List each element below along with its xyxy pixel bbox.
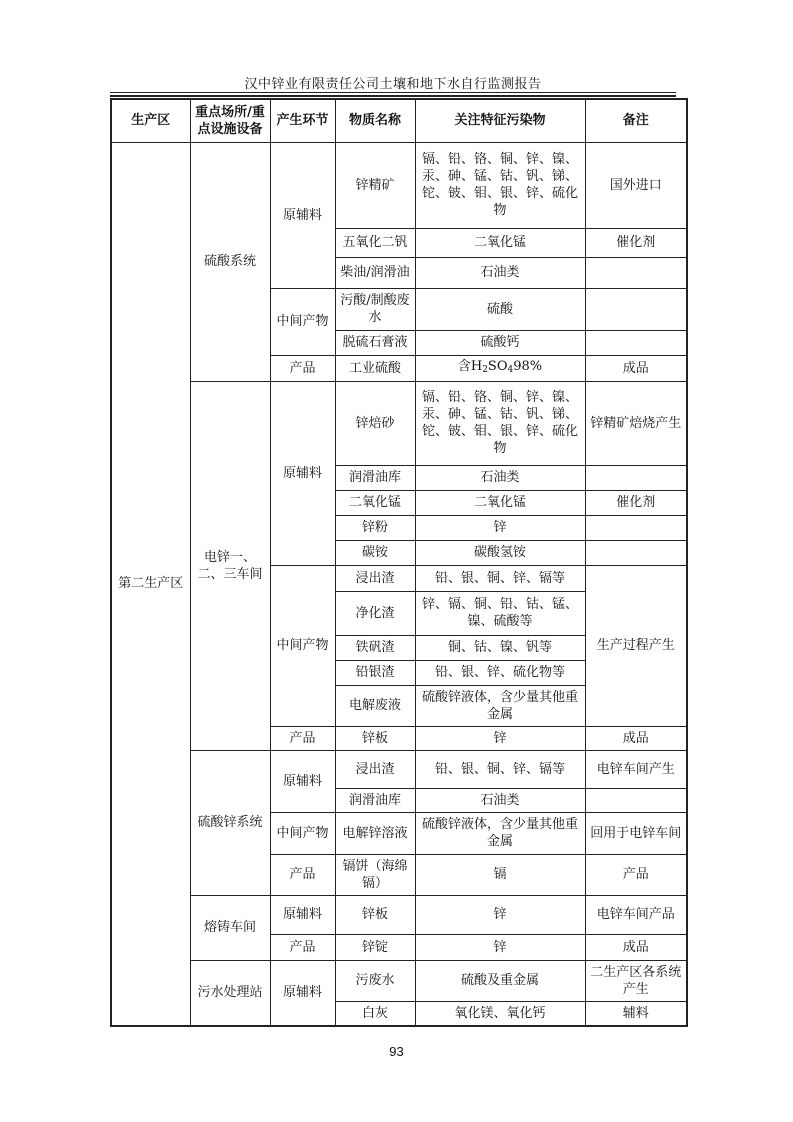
material-cell: 柴油/润滑油	[335, 257, 415, 288]
document-header-title: 汉中锌业有限责任公司土壤和地下水自行监测报告	[244, 77, 542, 92]
col-header-pollutant: 关注特征污染物	[415, 99, 585, 142]
table-row	[111, 960, 687, 1001]
pollutant-cell	[415, 355, 585, 381]
pollutant-cell: 氧化镁、氧化钙	[415, 1001, 585, 1026]
note-cell: 二生产区各系统产生	[585, 960, 687, 1001]
note-cell	[585, 540, 687, 565]
material-cell: 电解废液	[335, 685, 415, 726]
note-cell: 生产过程产生	[585, 565, 687, 726]
note-cell: 电锌车间产生	[585, 750, 687, 788]
formula-sub-2: 4	[507, 364, 514, 375]
pollutant-cell: 硫酸	[415, 288, 585, 330]
pollutant-cell: 锌、镉、铜、铅、钴、锰、镍、硫酸等	[415, 591, 585, 635]
pollutant-cell: 硫酸及重金属	[415, 960, 585, 1001]
material-cell: 污废水	[335, 960, 415, 1001]
stage-cell: 产品	[270, 854, 335, 895]
facility-cell: 硫酸系统	[190, 142, 270, 381]
note-cell: 辅料	[585, 1001, 687, 1026]
note-cell: 电锌车间产品	[585, 895, 687, 934]
stage-cell: 中间产物	[270, 565, 335, 726]
pollutant-cell: 二氧化锰	[415, 228, 585, 257]
note-cell: 催化剂	[585, 228, 687, 257]
col-header-facility: 重点场所/重点设施设备	[190, 99, 270, 142]
material-cell: 铁矾渣	[335, 635, 415, 660]
stage-cell: 产品	[270, 934, 335, 960]
pollutant-cell: 硫酸钙	[415, 330, 585, 355]
table-row	[111, 895, 687, 934]
table-row	[111, 142, 687, 228]
formula-mid: SO	[487, 358, 508, 374]
note-cell: 产品	[585, 854, 687, 895]
stage-cell: 原辅料	[270, 381, 335, 565]
note-cell	[585, 465, 687, 490]
header-rule-thin	[110, 92, 676, 93]
pollutant-cell: 镉、铅、铬、铜、锌、镍、汞、砷、锰、钴、钒、锑、铊、铍、钼、银、锌、硫化物	[415, 142, 585, 228]
table-row	[111, 381, 687, 465]
pollutant-table	[110, 98, 688, 1027]
note-cell	[585, 515, 687, 540]
pollutant-cell: 铅、银、铜、锌、镉等	[415, 565, 585, 591]
note-cell: 成品	[585, 934, 687, 960]
note-cell: 回用于电锌车间	[585, 812, 687, 854]
material-cell: 五氧化二钒	[335, 228, 415, 257]
stage-cell: 原辅料	[270, 895, 335, 934]
stage-cell: 原辅料	[270, 142, 335, 288]
note-cell	[585, 788, 687, 812]
note-cell	[585, 288, 687, 330]
formula-sub-1: 2	[482, 364, 488, 375]
material-cell: 脱硫石膏液	[335, 330, 415, 355]
facility-cell: 电锌一、二、三车间	[190, 381, 270, 750]
material-cell: 净化渣	[335, 591, 415, 635]
table-row	[111, 750, 687, 788]
formula-prefix: 含H	[457, 358, 483, 374]
note-cell: 成品	[585, 355, 687, 381]
note-cell: 国外进口	[585, 142, 687, 228]
material-cell: 润滑油库	[335, 465, 415, 490]
stage-cell: 产品	[270, 355, 335, 381]
pollutant-cell: 石油类	[415, 788, 585, 812]
col-header-note: 备注	[585, 99, 687, 142]
table-header-row	[111, 99, 687, 142]
material-cell: 工业硫酸	[335, 355, 415, 381]
material-cell: 锌精矿	[335, 142, 415, 228]
material-cell: 污酸/制酸废水	[335, 288, 415, 330]
formula-suffix: 98%	[513, 358, 543, 374]
pollutant-cell: 铅、银、铜、锌、镉等	[415, 750, 585, 788]
pollutant-cell: 硫酸锌液体，含少量其他重金属	[415, 812, 585, 854]
material-cell: 锌粉	[335, 515, 415, 540]
note-cell: 成品	[585, 726, 687, 750]
stage-cell: 原辅料	[270, 960, 335, 1026]
note-cell: 锌精矿焙烧产生	[585, 381, 687, 465]
material-cell: 润滑油库	[335, 788, 415, 812]
material-cell: 电解锌溶液	[335, 812, 415, 854]
material-cell: 锌焙砂	[335, 381, 415, 465]
note-cell	[585, 330, 687, 355]
stage-cell: 中间产物	[270, 288, 335, 355]
note-cell	[585, 257, 687, 288]
pollutant-cell: 锌	[415, 726, 585, 750]
pollutant-cell: 锌	[415, 934, 585, 960]
pollutant-cell: 镉	[415, 854, 585, 895]
material-cell: 铅银渣	[335, 660, 415, 685]
pollutant-cell: 碳酸氢铵	[415, 540, 585, 565]
material-cell: 二氧化锰	[335, 490, 415, 515]
col-header-stage: 产生环节	[270, 99, 335, 142]
header-rule-thick	[110, 95, 676, 97]
material-cell: 碳铵	[335, 540, 415, 565]
pollutant-cell: 铅、银、锌、硫化物等	[415, 660, 585, 685]
material-cell: 镉饼（海绵镉）	[335, 854, 415, 895]
pollutant-cell: 锌	[415, 515, 585, 540]
stage-cell: 原辅料	[270, 750, 335, 812]
page-number: 93	[389, 1044, 404, 1059]
facility-cell: 污水处理站	[190, 960, 270, 1026]
pollutant-cell: 硫酸锌液体，含少量其他重金属	[415, 685, 585, 726]
pollutant-cell: 镉、铅、铬、铜、锌、镍、汞、砷、锰、钴、钒、锑、铊、铍、钼、银、锌、硫化物	[415, 381, 585, 465]
material-cell: 锌板	[335, 895, 415, 934]
col-header-material: 物质名称	[335, 99, 415, 142]
pollutant-cell: 铜、钴、镍、钒等	[415, 635, 585, 660]
material-cell: 浸出渣	[335, 750, 415, 788]
pollutant-cell: 石油类	[415, 257, 585, 288]
material-cell: 锌板	[335, 726, 415, 750]
col-header-area: 生产区	[111, 99, 190, 142]
material-cell: 浸出渣	[335, 565, 415, 591]
facility-cell: 熔铸车间	[190, 895, 270, 960]
stage-cell: 产品	[270, 726, 335, 750]
stage-cell: 中间产物	[270, 812, 335, 854]
pollutant-cell: 锌	[415, 895, 585, 934]
material-cell: 锌锭	[335, 934, 415, 960]
pollutant-cell: 石油类	[415, 465, 585, 490]
area-cell: 第二生产区	[111, 142, 190, 1026]
material-cell: 白灰	[335, 1001, 415, 1026]
pollutant-cell: 二氧化锰	[415, 490, 585, 515]
note-cell: 催化剂	[585, 490, 687, 515]
facility-cell: 硫酸锌系统	[190, 750, 270, 895]
